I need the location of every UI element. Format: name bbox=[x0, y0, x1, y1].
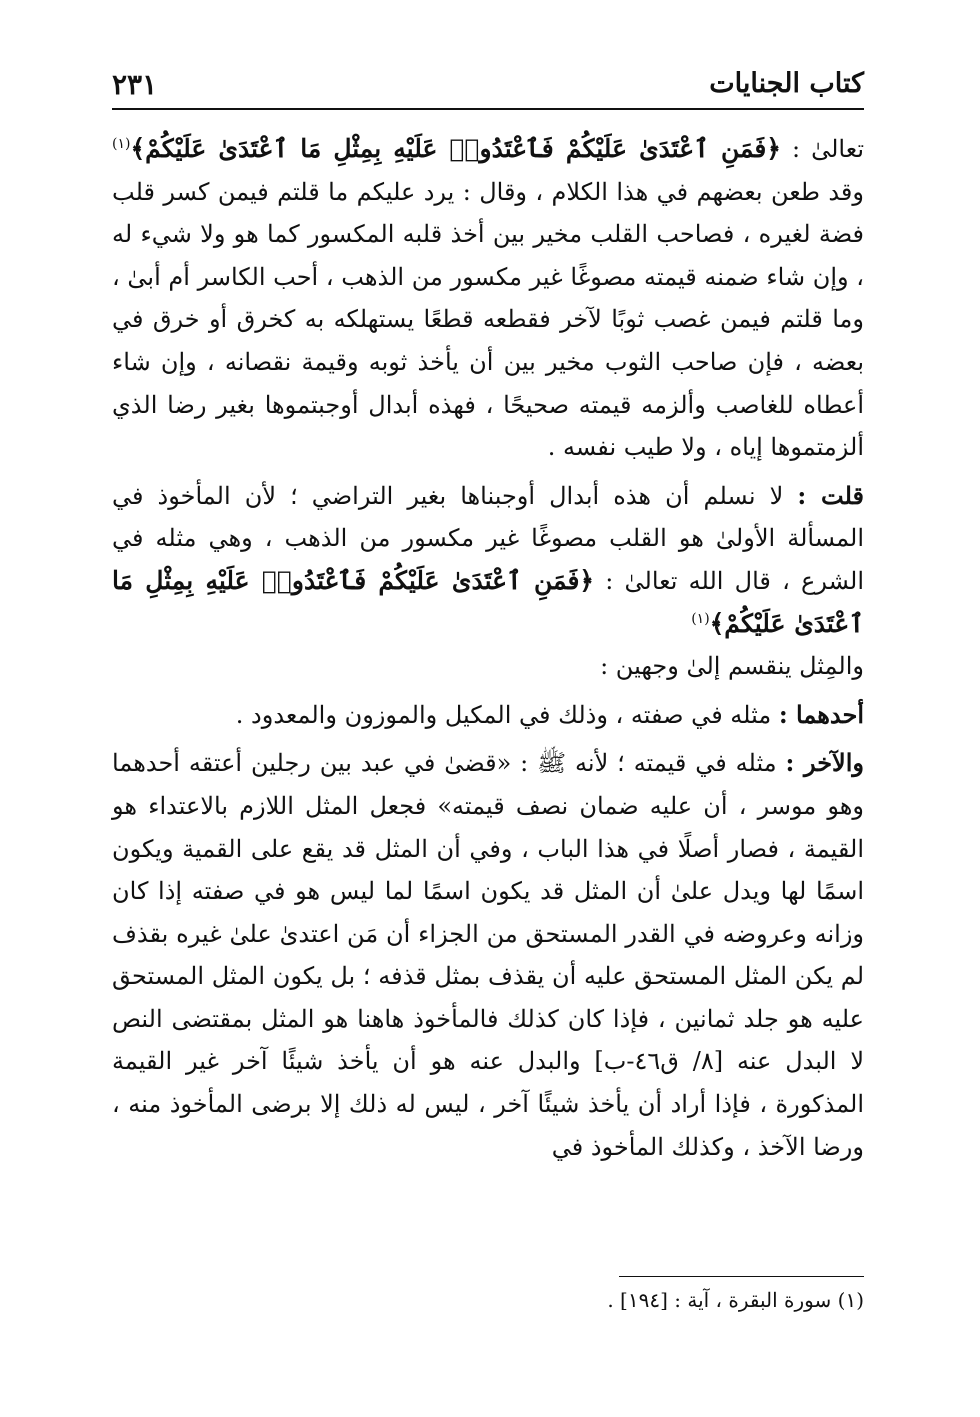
paragraph-text: طعن بعضهم في هذا الكلام ، وقال : يرد عليكم ما قلتم فيمن كسر قلب فضة لغيره ، فصاحب القلب مخير بين أخذ قلبه المكسور كما هو ولا شيء له ، وإن شاء ضمنه قيمته مصوغًا غير مكسور من الذهب ، أحب الكاسر أم أبىٰ ، وما قلتم فيمن غصب ثوبًا لآخر فقطعه قطعًا يستهلكه به كخرق أو خرق في بعضه ، فإن صاحب الثوب مخير بين أن يأخذ ثوبه وقيمة نقصانه ، وإن شاء أعطاه للغاصب وألزمه قيمته صحيحًا ، فهذه أبدال أوجبتموها بغير رضا الذي ألزمتموها إياه ، ولا طيب نفسه . bbox=[112, 177, 864, 462]
paragraph-first-type bbox=[112, 694, 864, 737]
paragraph-lead: قلت : bbox=[797, 480, 865, 510]
paragraph-text: مثله في قيمته ؛ لأنه ﷺ : «قضىٰ في عبد بين رجلين أعتقه أحدهما وهو موسر ، أن عليه ضمان نصف قيمته» فجعل المثل اللازم بالاعتداء هو القيمة ، فصار أصلًا في هذا الباب ، وفي أن المثل قد يقع على القمية ويكون اسمًا لها ويدل علىٰ أن المثل قد يكون اسمًا لما ليس هو في صفته إذا كان وزانه وعروضه في القدر المستحق من الجزاء أن مَن اعتدىٰ علىٰ غيره بقذف لم يكن المثل المستحق عليه أن يقذف بمثل قذفه ؛ بل يكون المثل المستحق عليه هو جلد ثمانين ، فإذا كان كذلك فالمأخوذ هاهنا هو المثل بمقتضى النص لا البدل عنه [٨/ ق٤٦-ب] والبدل عنه هو أن يأخذ شيئًا آخر غير القيمة المذكورة ، فإذا أراد أن يأخذ شيئًا آخر ، ليس له ذلك إلا برضى المأخوذ منه ، ورضا الآخذ ، وكذلك المأخوذ في bbox=[112, 749, 865, 1161]
footnote-separator bbox=[619, 1276, 864, 1277]
quran-verse: ﴿فَمَنِ ٱعْتَدَىٰ عَلَيْكُمْ فَٱعْتَدُوا۟ عَلَيْهِ بِمِثْلِ مَا ٱعْتَدَىٰ عَلَيْكُمْ﴾ bbox=[130, 134, 782, 163]
main-text bbox=[112, 128, 864, 1174]
text-run: وقد bbox=[828, 177, 864, 206]
text-run: تعالىٰ : bbox=[594, 566, 678, 595]
paragraph-answer bbox=[112, 475, 864, 688]
quran-verse: ﴿فَمَنِ ٱعْتَدَىٰ عَلَيْكُمْ فَٱعْتَدُوا۟ عَلَيْهِ بِمِثْلِ مَا ٱعْتَدَىٰ عَلَيْكُمْ﴾ bbox=[112, 565, 864, 638]
paragraph-text: لا نسلم أن هذه أبدال أوجبناها بغير التراضي ؛ لأن المأخوذ في المسألة الأولىٰ هو القلب مصوغًا غير مكسور من الذهب ، وهي مثله في الشرع ، قال الله bbox=[112, 481, 864, 595]
paragraph-objection bbox=[112, 128, 864, 469]
chapter-title: كتاب الجنايات bbox=[709, 68, 864, 99]
page-number: ٢٣١ bbox=[112, 68, 158, 101]
running-header bbox=[112, 62, 864, 110]
paragraph-second-type bbox=[112, 742, 864, 1168]
paragraph-lead: والآخر : bbox=[785, 748, 864, 778]
footnote: (١) سورة البقرة ، آية : [١٩٤] . bbox=[607, 1288, 864, 1312]
paragraph-text: والمِثل ينقسم إلىٰ وجهين : bbox=[600, 652, 864, 681]
paragraph-lead: أحدهما : bbox=[778, 699, 864, 729]
text-run: تعالىٰ : bbox=[781, 135, 864, 163]
paragraph-text: مثله في صفته ، وذلك في المكيل والموزون والمعدود . bbox=[235, 700, 779, 729]
footnote-ref: (١) bbox=[112, 136, 131, 152]
footnote-ref: (١) bbox=[691, 610, 710, 627]
